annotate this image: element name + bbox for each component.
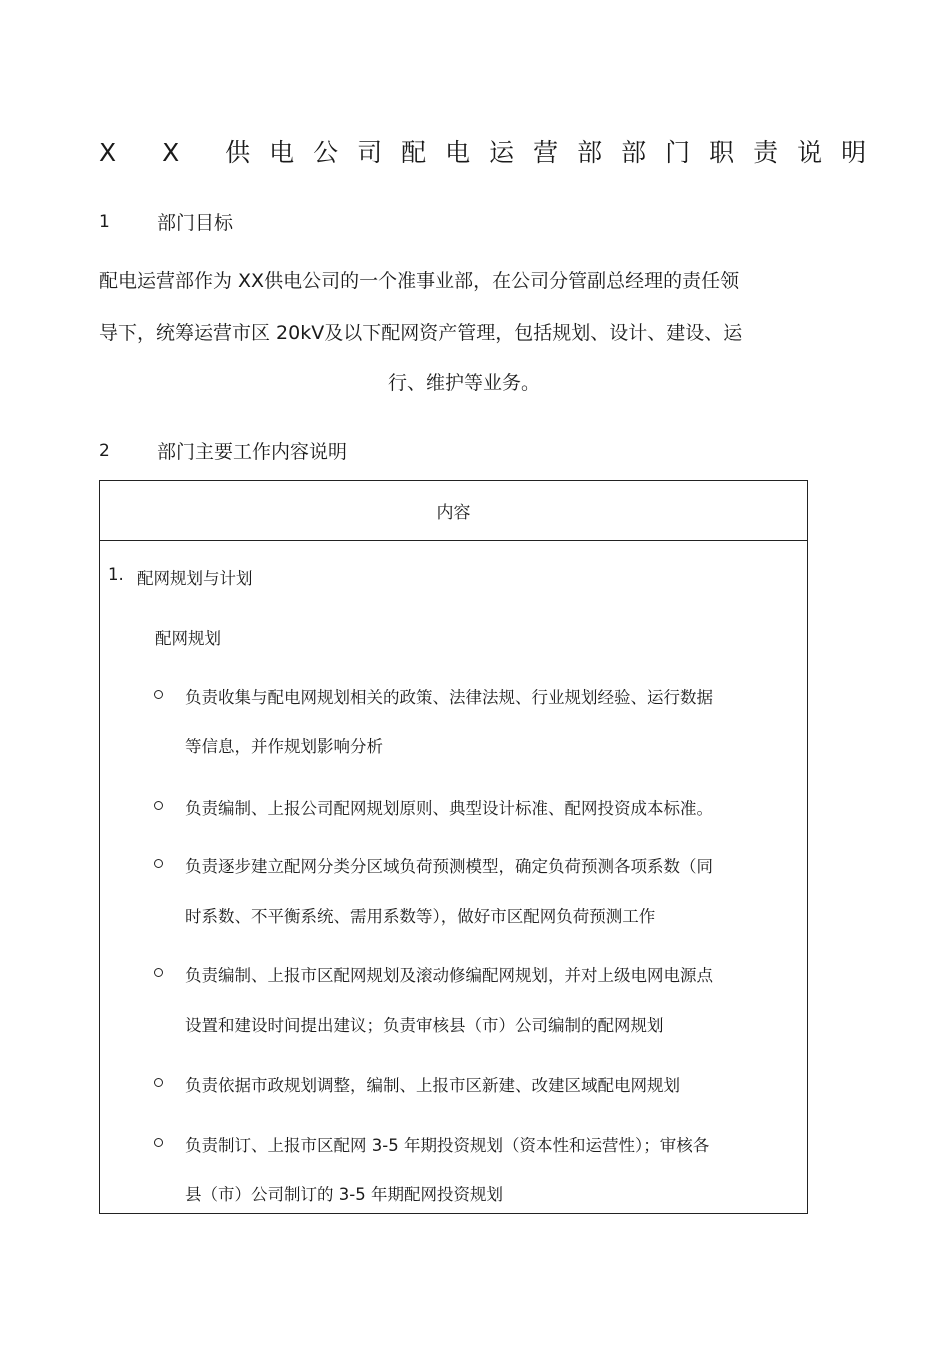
bullet-6-line-2: 县（市）公司制订的 3-5 年期配网投资规划 [185,1185,503,1204]
bullet-2-line-1: 负责编制、上报公司配网规划原则、典型设计标准、配网投资成本标准。 [185,799,713,818]
section-1-heading: 部门目标 [157,212,234,234]
bullet-1-line-2: 等信息，并作规划影响分析 [185,737,383,756]
intro-line-2: 导下，统筹运营市区 20kV及以下配网资产管理，包括规划、设计、建设、运 [99,322,743,344]
bullet-4-line-2: 设置和建设时间提出建议；负责审核县（市）公司编制的配网规划 [185,1016,664,1035]
intro-line-1: 配电运营部作为 XX供电公司的一个准事业部，在公司分管副总经理的责任领 [99,270,740,292]
table-header-label: 内容 [436,503,471,523]
bullet-1-line-1: 负责收集与配电网规划相关的政策、法律法规、行业规划经验、运行数据 [185,688,713,707]
intro-line-3: 行、维护等业务。 [387,372,540,394]
table-header [100,481,807,541]
bullet-5-line-1: 负责依据市政规划调整，编制、上报市区新建、改建区域配电网规划 [185,1076,680,1095]
section-1-number: 1 [99,212,110,232]
bullet-4-line-1: 负责编制、上报市区配网规划及滚动修编配网规划，并对上级电网电源点 [185,966,713,985]
bullet-icon [154,1078,163,1087]
section-2-heading: 部门主要工作内容说明 [157,441,348,463]
bullet-icon [154,859,163,868]
document-title: X X 供电公司配电运营部部门职责说明 [99,138,886,167]
bullet-3-line-1: 负责逐步建立配网分类分区域负荷预测模型，确定负荷预测各项系数（同 [185,857,713,876]
item-number: 1. [108,565,124,584]
bullet-icon [154,801,163,810]
bullet-6-line-1: 负责制订、上报市区配网 3-5 年期投资规划（资本性和运营性）；审核各 [185,1136,710,1155]
bullet-3-line-2: 时系数、不平衡系统、需用系数等），做好市区配网负荷预测工作 [185,907,656,926]
sub-title: 配网规划 [155,629,221,648]
content-table [99,480,808,1214]
bullet-icon [154,1138,163,1147]
bullet-icon [154,968,163,977]
bullet-icon [154,690,163,699]
item-title: 配网规划与计划 [137,569,253,588]
section-2-number: 2 [99,441,110,461]
